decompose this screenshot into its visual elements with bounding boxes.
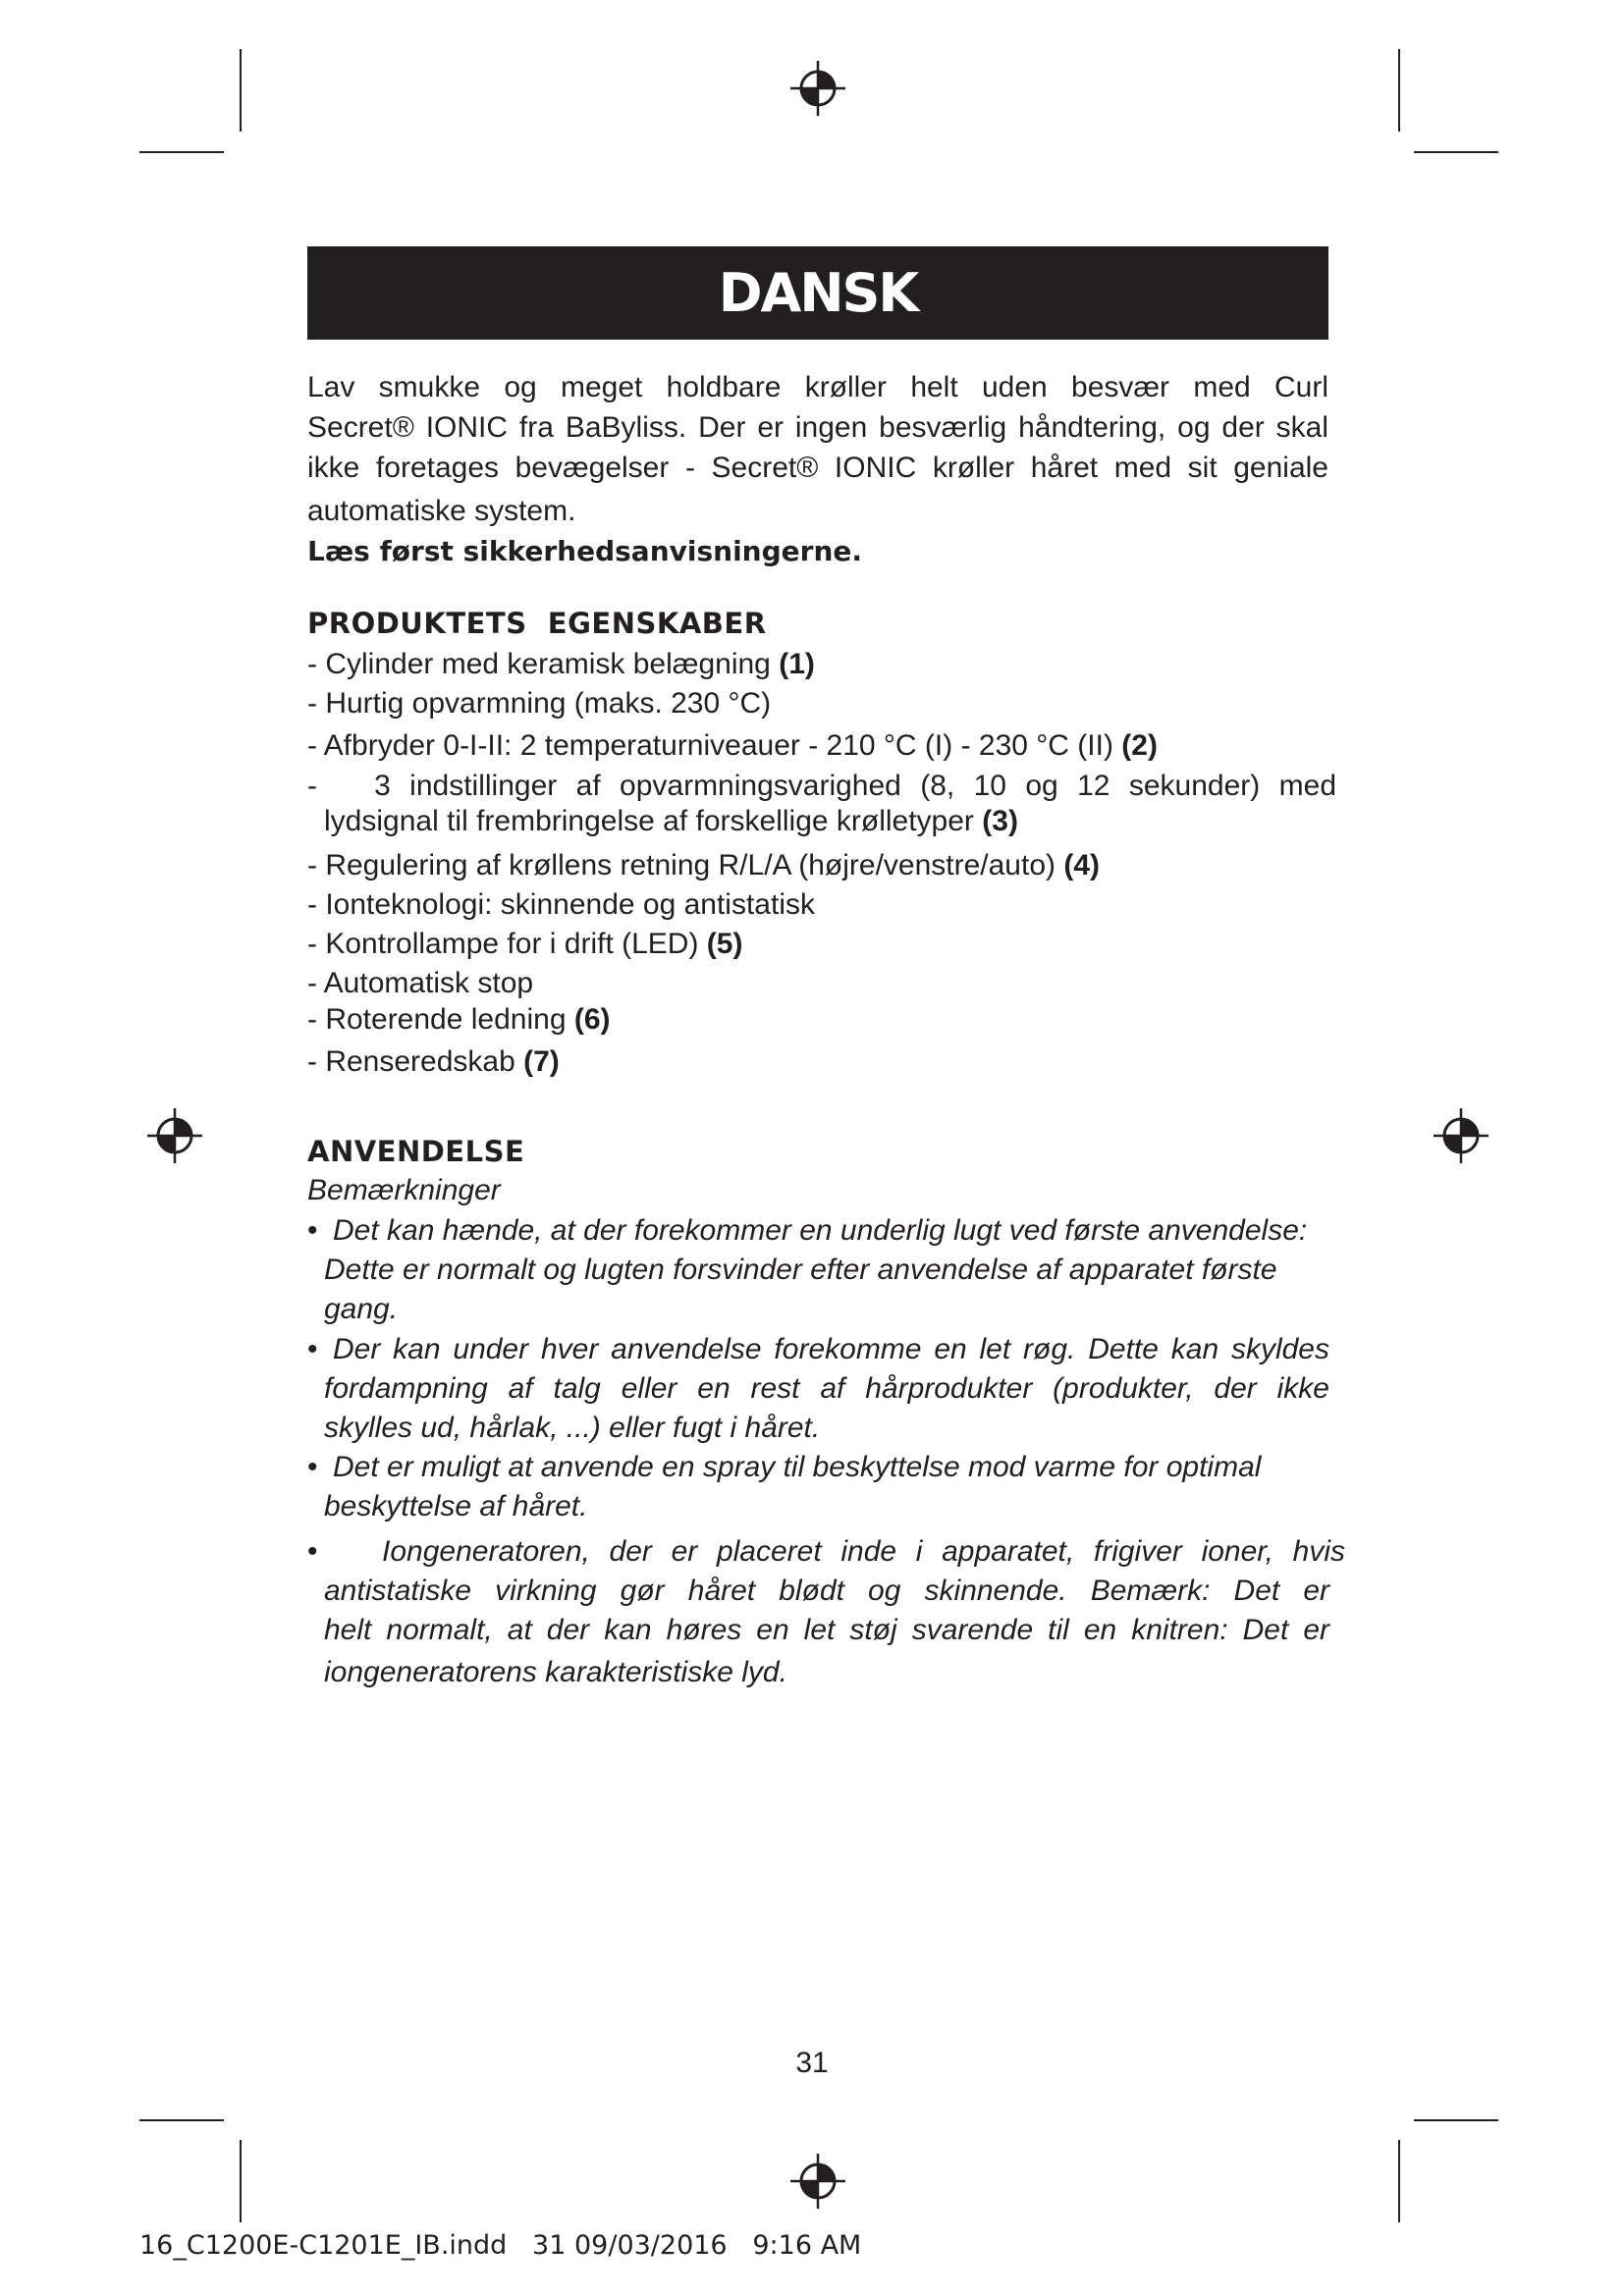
feature-item-continuation: lydsignal til frembringelse af forskellige krølletyper (3)	[324, 805, 1018, 837]
feature-item: - Regulering af krøllens retning R/L/A (højre/venstre/auto) (4)	[307, 849, 1101, 881]
intro-line: automatiske system.	[307, 495, 576, 527]
note-item: • Det kan hænde, at der forekommer en underlig lugt ved første anvendelse: Dette er normalt og lugten forsvinder efter anvendelse af apparatet første gang.	[307, 1211, 1345, 1329]
safety-note: Læs først sikkerhedsanvisningerne.	[307, 535, 863, 567]
registration-mark-icon	[145, 1106, 204, 1165]
usage-heading: ANVENDELSE	[307, 1135, 525, 1168]
feature-item: - Kontrollampe for i drift (LED) (5)	[307, 928, 743, 960]
print-slug: 16_C1200E-C1201E_IB.indd 31 09/03/2016 9:16 AM	[139, 2230, 862, 2261]
registration-mark-icon	[788, 2152, 847, 2211]
notes-label: Bemærkninger	[307, 1174, 501, 1206]
bullet-icon: •	[307, 1333, 318, 1365]
notes-list	[307, 1211, 1345, 1692]
note-item: • Iongeneratoren, der er placeret inde i apparatet, frigiver ioner, hvis antistatiske virkning gør håret blødt og skinnende. Bemærk: Det er helt normalt, at der kan høres en let støj svarende til en knitren: Det er iongeneratorens karakteristiske lyd.	[307, 1532, 1345, 1692]
crop-mark-top-left-vertical	[240, 49, 242, 132]
intro-line: Secret® IONIC fra BaByliss. Der er ingen besværlig håndtering, og der skal	[307, 411, 1328, 444]
page-title: DANSK	[718, 262, 918, 324]
language-title-bar	[307, 246, 1328, 340]
registration-mark-icon	[1432, 1106, 1490, 1165]
feature-item: - Automatisk stop	[307, 967, 534, 999]
feature-item: - Hurtig opvarmning (maks. 230 °C)	[307, 687, 772, 720]
features-list	[307, 645, 1336, 1082]
crop-mark-bottom-left-horizontal	[139, 2119, 224, 2121]
bullet-icon: •	[307, 1451, 318, 1483]
feature-item: - Renseredskab (7)	[307, 1045, 560, 1078]
intro-line: Lav smukke og meget holdbare krøller helt uden besvær med Curl	[307, 371, 1328, 403]
feature-item: - 3 indstillinger af opvarmningsvarighed (8, 10 og 12 sekunder) med	[307, 770, 1336, 802]
intro-line: ikke foretages bevægelser - Secret® IONIC krøller håret med sit geniale	[307, 452, 1328, 484]
feature-item: - Cylinder med keramisk belægning (1)	[307, 648, 815, 680]
features-heading: PRODUKTETS EGENSKABER	[307, 607, 767, 640]
crop-mark-bottom-left-vertical	[240, 2140, 242, 2222]
feature-item: - Ionteknologi: skinnende og antistatisk	[307, 888, 815, 921]
feature-item: - Afbryder 0-I-II: 2 temperaturniveauer - 210 °C (I) - 230 °C (II) (2)	[307, 729, 1158, 762]
registration-mark-icon	[788, 59, 847, 118]
note-item: • Det er muligt at anvende en spray til beskyttelse mod varme for optimal beskyttelse af håret.	[307, 1448, 1345, 1526]
crop-mark-top-left-horizontal	[139, 151, 224, 153]
intro-paragraph	[307, 367, 1328, 571]
feature-item: - Roterende ledning (6)	[307, 1003, 611, 1036]
crop-mark-bottom-right-horizontal	[1414, 2119, 1498, 2121]
crop-mark-top-right-vertical	[1398, 49, 1400, 132]
bullet-icon: •	[307, 1214, 318, 1247]
crop-mark-bottom-right-vertical	[1398, 2140, 1400, 2222]
note-item: • Der kan under hver anvendelse forekomme en let røg. Dette kan skyldes fordampning af talg eller en rest af hårprodukter (produkter, der ikke skylles ud, hårlak, ...) eller fugt i håret.	[307, 1330, 1345, 1448]
page-number: 31	[795, 2047, 829, 2079]
crop-mark-top-right-horizontal	[1414, 151, 1498, 153]
bullet-icon: •	[307, 1535, 318, 1568]
